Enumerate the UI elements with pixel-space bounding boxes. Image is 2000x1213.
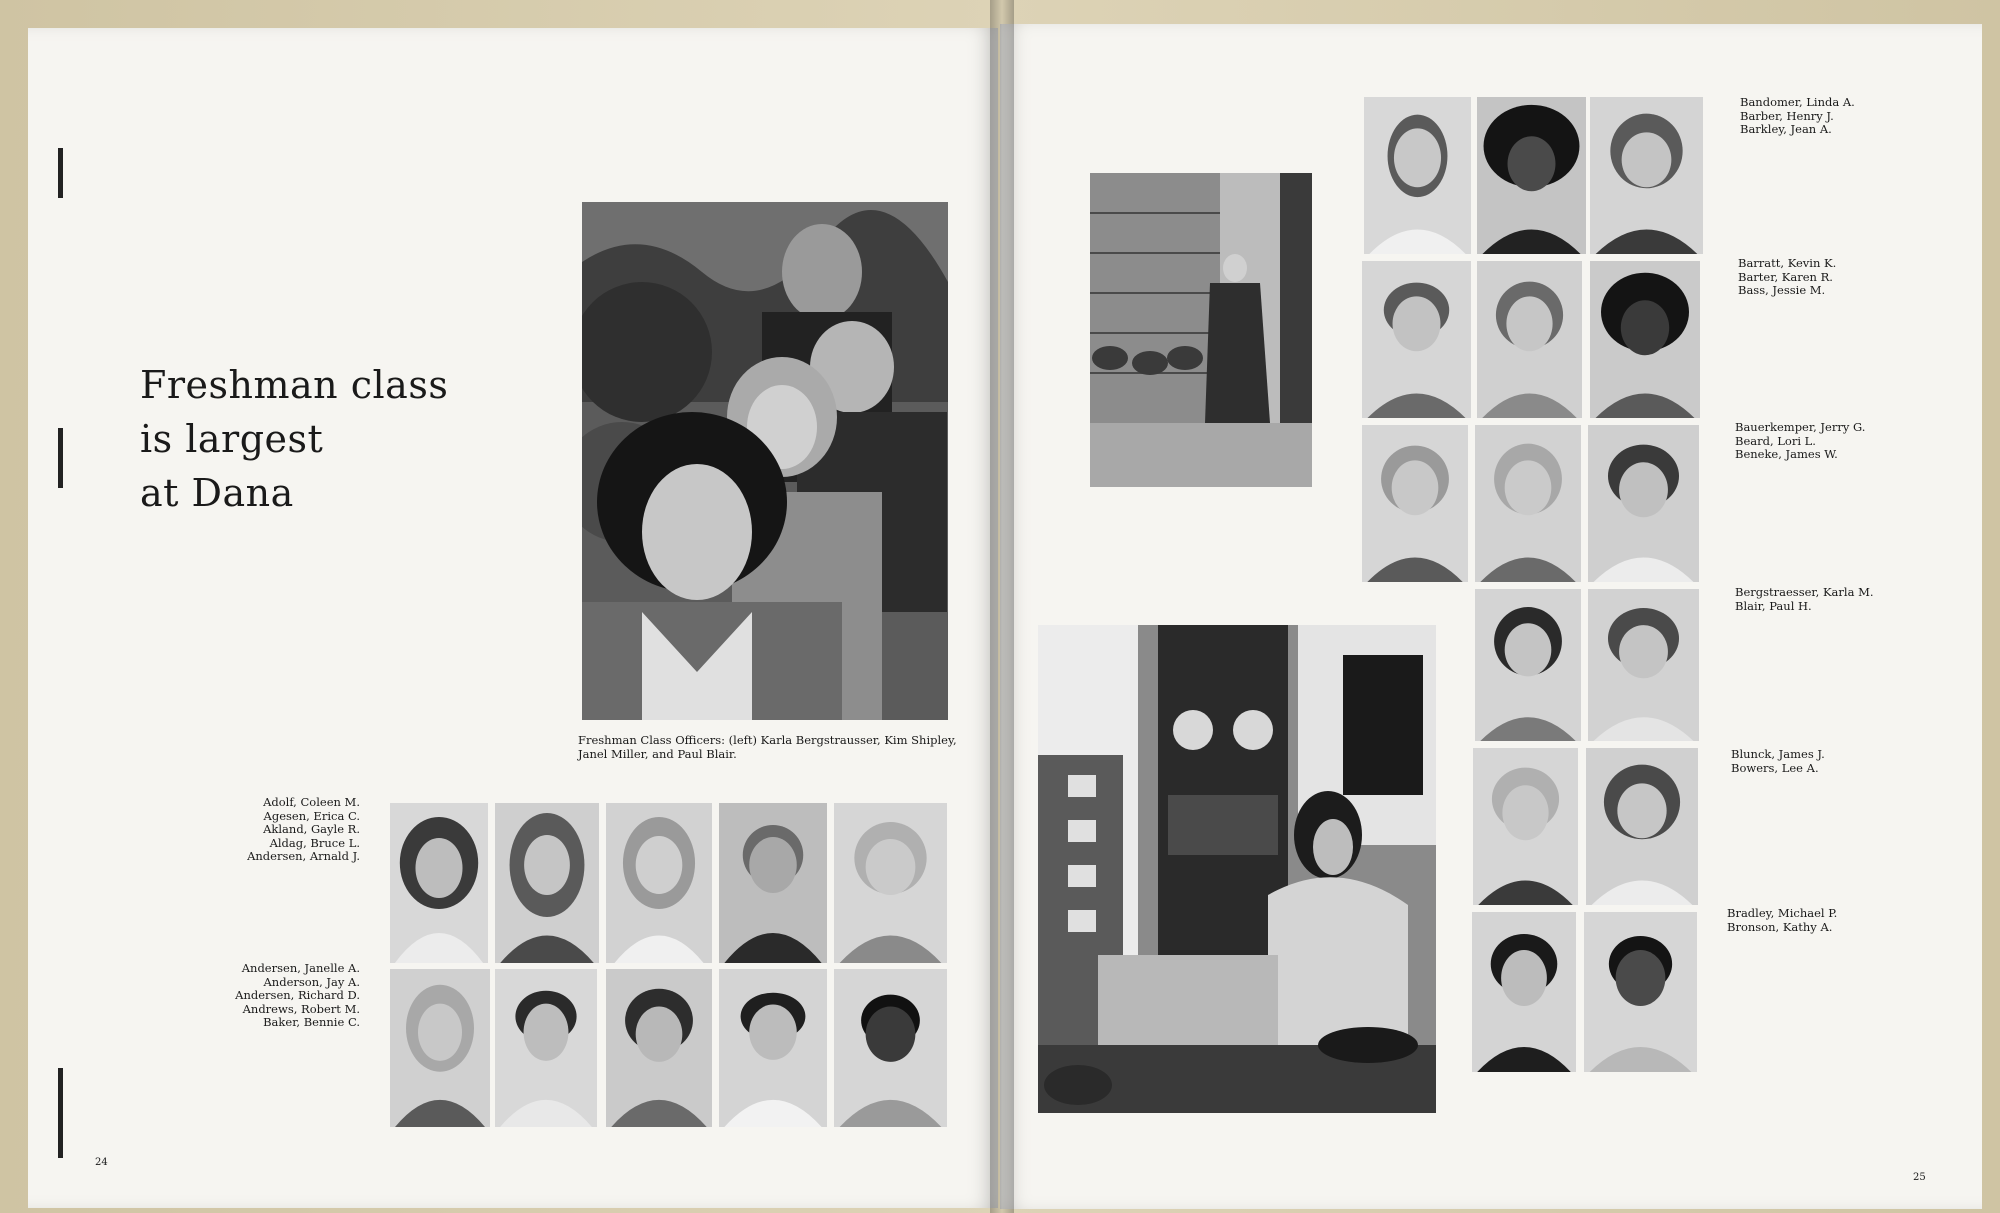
name-list bbox=[1735, 421, 1955, 462]
caption-line: Janel Miller, and Paul Blair. bbox=[578, 747, 737, 761]
student-name: Blunck, James J. bbox=[1731, 747, 1825, 761]
student-name: Barkley, Jean A. bbox=[1740, 122, 1832, 136]
student-portrait bbox=[834, 803, 947, 963]
student-portrait bbox=[719, 803, 827, 963]
student-name: Bowers, Lee A. bbox=[1731, 760, 1819, 775]
student-name: Beard, Lori L. bbox=[1735, 433, 1816, 448]
binding-mark bbox=[58, 1068, 63, 1158]
page-number: 24 bbox=[95, 1157, 108, 1168]
student-portrait bbox=[1362, 425, 1468, 582]
headline-line: Freshman class bbox=[140, 363, 449, 407]
headline-line: at Dana bbox=[140, 471, 294, 515]
student-name: Beneke, James W. bbox=[1735, 447, 1838, 461]
student-name: Andersen, Janelle A. bbox=[241, 961, 360, 975]
name-list bbox=[200, 796, 360, 864]
student-portrait bbox=[1588, 425, 1699, 582]
costume-figure-photo bbox=[1090, 173, 1312, 487]
headline-line: is largest bbox=[140, 417, 324, 461]
student-name: Adolf, Coleen M. bbox=[263, 795, 360, 809]
student-portrait bbox=[1475, 425, 1581, 582]
student-portrait bbox=[390, 803, 488, 963]
caption-line: Freshman Class Officers: (left) Karla Bergstrausser, Kim Shipley, bbox=[578, 733, 957, 747]
student-name: Baker, Bennie C. bbox=[263, 1015, 360, 1029]
student-portrait bbox=[1590, 261, 1700, 418]
binding-mark bbox=[58, 428, 63, 488]
student-portrait bbox=[1364, 97, 1471, 254]
student-portrait bbox=[1588, 589, 1699, 741]
name-list bbox=[200, 962, 360, 1030]
student-portrait bbox=[1362, 261, 1471, 418]
name-list bbox=[1738, 257, 1958, 298]
student-name: Bradley, Michael P. bbox=[1727, 906, 1838, 920]
name-list bbox=[1740, 96, 1960, 137]
student-name: Anderson, Jay A. bbox=[263, 974, 360, 989]
student-name: Bandomer, Linda A. bbox=[1740, 95, 1855, 109]
student-portrait bbox=[834, 969, 947, 1127]
officers-group-photo bbox=[582, 202, 948, 720]
student-portrait bbox=[495, 803, 599, 963]
student-portrait bbox=[1475, 589, 1581, 741]
student-name: Andersen, Richard D. bbox=[235, 988, 360, 1002]
student-portrait bbox=[606, 803, 712, 963]
student-portrait bbox=[1586, 748, 1698, 905]
student-name: Blair, Paul H. bbox=[1735, 598, 1812, 613]
page-number: 25 bbox=[1913, 1172, 1926, 1183]
name-list bbox=[1735, 586, 1955, 613]
name-list bbox=[1727, 907, 1947, 934]
radio-station-photo bbox=[1038, 625, 1436, 1113]
student-portrait bbox=[1477, 97, 1586, 254]
student-name: Andersen, Arnald J. bbox=[247, 849, 360, 863]
officers-caption bbox=[578, 733, 958, 761]
student-name: Akland, Gayle R. bbox=[263, 822, 360, 836]
student-portrait bbox=[1473, 748, 1578, 905]
student-name: Bauerkemper, Jerry G. bbox=[1735, 420, 1866, 434]
student-portrait bbox=[1584, 912, 1697, 1072]
student-name: Bass, Jessie M. bbox=[1738, 283, 1826, 297]
student-portrait bbox=[719, 969, 827, 1127]
student-name: Aldag, Bruce L. bbox=[269, 835, 360, 850]
student-portrait bbox=[606, 969, 712, 1127]
student-portrait bbox=[390, 969, 490, 1127]
page-headline bbox=[140, 358, 460, 520]
student-name: Agesen, Erica C. bbox=[263, 808, 360, 823]
student-portrait bbox=[495, 969, 597, 1127]
student-name: Andrews, Robert M. bbox=[242, 1001, 360, 1016]
student-name: Barter, Karen R. bbox=[1738, 269, 1833, 284]
binding-mark bbox=[58, 148, 63, 198]
book-spine bbox=[990, 0, 1014, 1213]
student-name: Bronson, Kathy A. bbox=[1727, 919, 1833, 934]
student-name: Barratt, Kevin K. bbox=[1738, 256, 1837, 270]
student-portrait bbox=[1477, 261, 1582, 418]
name-list bbox=[1731, 748, 1951, 775]
student-name: Barber, Henry J. bbox=[1740, 108, 1834, 123]
student-portrait bbox=[1590, 97, 1703, 254]
student-portrait bbox=[1472, 912, 1576, 1072]
student-name: Bergstraesser, Karla M. bbox=[1735, 585, 1874, 599]
